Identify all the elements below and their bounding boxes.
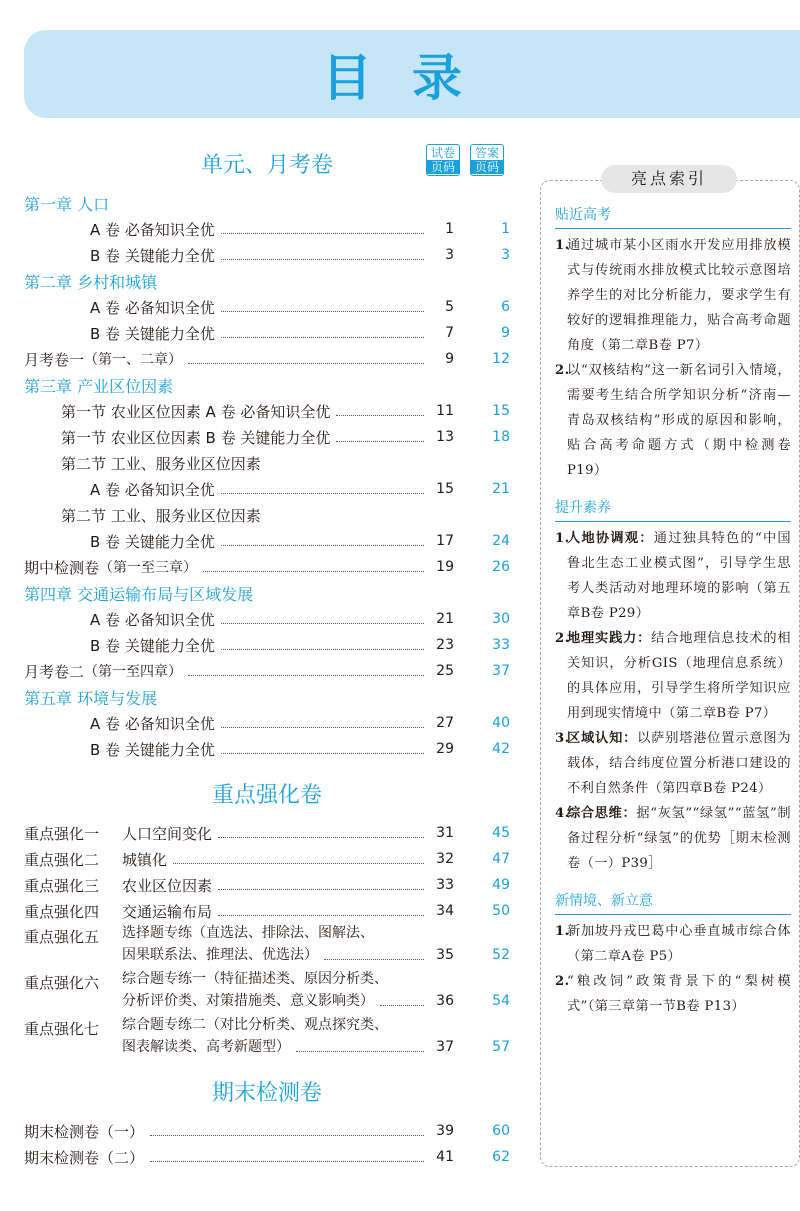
entry-title: B 卷 关键能力全优 — [90, 532, 215, 551]
toc-entry — [24, 476, 510, 502]
highlight-item-tag: 人地协调观： — [567, 531, 654, 546]
toc-entry — [24, 398, 510, 424]
highlight-item-text: 以“双核结构”这一新名词引入情境，需要考生结合所学知识分析“济南—青岛双核结构”形成的原因和影响，贴合高考命题方式（期中检测卷 P19） — [567, 363, 791, 478]
unit-section-header — [24, 140, 510, 190]
entry-title: 第一节 农业区位因素 A 卷 必备知识全优 — [61, 402, 331, 421]
highlight-section-title: 贴近高考 — [555, 207, 611, 223]
leader-dots — [324, 959, 424, 960]
toc-entry — [24, 320, 510, 346]
section-title: 第二节 工业、服务业区位因素 — [61, 454, 261, 473]
test-page-number: 37 — [436, 1039, 454, 1055]
highlight-item-text: “粮改饲”政策背景下的“梨树模式”（第三章第一节B卷 P13） — [567, 974, 791, 1014]
toc-entry — [24, 632, 510, 658]
leader-dots — [188, 675, 424, 676]
leader-dots — [336, 415, 424, 416]
focus-entry — [24, 846, 510, 872]
final-list — [24, 1118, 510, 1170]
highlight-section-title: 提升素养 — [555, 500, 611, 516]
highlight-item — [555, 919, 791, 969]
leader-dots — [221, 623, 424, 624]
leader-dots — [221, 311, 424, 312]
highlight-item-text: 通过城市某小区雨水开发应用排放模式与传统雨水排放模式比较示意图培养学生的对比分析能力，要求学生有较好的逻辑推理能力，贴合高考命题角度（第二章B卷 P7） — [567, 238, 791, 353]
section-heading — [24, 502, 510, 528]
toc-entry — [24, 658, 510, 684]
chapter-heading — [24, 684, 510, 710]
header-band — [24, 30, 800, 118]
entry-title: B 卷 关键能力全优 — [90, 324, 215, 343]
column-badges — [426, 144, 504, 176]
answer-page-number: 57 — [492, 1039, 510, 1055]
entry-title: B 卷 关键能力全优 — [90, 740, 215, 759]
highlight-section — [555, 890, 791, 1019]
answer-page-number: 62 — [492, 1149, 510, 1165]
answer-page-number: 33 — [492, 637, 510, 653]
answer-page-number: 37 — [492, 663, 510, 679]
table-of-contents — [24, 140, 510, 1170]
focus-title: 人口空间变化 — [122, 824, 213, 843]
answer-page-number: 3 — [501, 247, 510, 263]
focus-title-last-line — [122, 1036, 510, 1058]
answer-page-number: 1 — [501, 221, 510, 237]
test-page-badge: 试卷 页码 — [426, 144, 460, 176]
highlight-item — [555, 801, 791, 876]
test-page-number: 19 — [436, 559, 454, 575]
answer-page-number: 49 — [492, 877, 510, 893]
highlight-item-number: 1. — [555, 924, 570, 939]
highlight-section — [555, 204, 791, 483]
focus-title-line: 因果联系法、推理法、优选法） — [122, 947, 318, 963]
entry-subtitle: （第一至三章） — [99, 560, 198, 576]
highlight-item-number: 2. — [555, 363, 570, 378]
test-page-number: 21 — [436, 611, 454, 627]
focus-title-last-line — [122, 944, 510, 966]
section-title-focus: 重点强化卷 — [211, 783, 322, 808]
entry-title: B 卷 关键能力全优 — [90, 246, 215, 265]
answer-page-number: 50 — [492, 903, 510, 919]
entry-title: A 卷 必备知识全优 — [90, 610, 215, 629]
highlight-item-number: 2. — [555, 974, 570, 989]
leader-dots — [221, 233, 424, 234]
highlight-item-text: 通过独具特色的“中国鲁北生态工业模式图”，引导学生思考人类活动对地理环境的影响（第五章B卷 P29） — [567, 531, 791, 621]
chapter-heading — [24, 190, 510, 216]
answer-page-number: 47 — [492, 851, 510, 867]
chapter-title: 第二章 乡村和城镇 — [24, 272, 158, 292]
leader-dots — [221, 727, 424, 728]
entry-title: 月考卷一 — [24, 350, 85, 369]
test-page-number: 17 — [436, 533, 454, 549]
highlight-section — [555, 497, 791, 876]
toc-entry — [24, 528, 510, 554]
highlight-section-rule — [555, 521, 791, 522]
highlight-item-number: 3. — [555, 731, 570, 746]
leader-dots — [218, 837, 424, 838]
focus-list — [24, 820, 510, 1062]
focus-title: 城镇化 — [122, 850, 168, 869]
test-page-number: 41 — [436, 1149, 454, 1165]
test-page-number: 25 — [436, 663, 454, 679]
toc-entry — [24, 606, 510, 632]
entry-title: A 卷 必备知识全优 — [90, 714, 215, 733]
answer-page-number: 24 — [492, 533, 510, 549]
chapter-heading — [24, 372, 510, 398]
focus-title-last-line — [122, 990, 510, 1012]
focus-entry — [24, 924, 510, 970]
test-page-number: 29 — [436, 741, 454, 757]
leader-dots — [188, 363, 424, 364]
leader-dots — [221, 753, 424, 754]
answer-page-number: 26 — [492, 559, 510, 575]
toc-entry — [24, 294, 510, 320]
focus-title-block — [122, 1014, 510, 1058]
answer-page-badge: 答案 页码 — [470, 144, 504, 176]
focus-title-line: 分析评价类、对策措施类、意义影响类） — [122, 993, 374, 1009]
test-page-number: 3 — [445, 247, 454, 263]
answer-page-number: 9 — [501, 325, 510, 341]
answer-page-number: 30 — [492, 611, 510, 627]
highlight-item-text: 新加坡丹戎巴葛中心垂直城市综合体（第二章A卷 P5） — [567, 924, 791, 964]
highlight-item-number: 1. — [555, 238, 570, 253]
test-page-number: 34 — [436, 903, 454, 919]
page-title: 目录 — [322, 49, 502, 107]
focus-entry — [24, 872, 510, 898]
highlight-item — [555, 626, 791, 726]
toc-entry — [24, 242, 510, 268]
test-page-number: 33 — [436, 877, 454, 893]
focus-section-header — [24, 770, 510, 820]
highlight-item — [555, 726, 791, 801]
test-page-number: 27 — [436, 715, 454, 731]
highlight-item — [555, 233, 791, 358]
chapter-title: 第三章 产业区位因素 — [24, 376, 174, 396]
highlight-section-title: 新情境、新立意 — [555, 893, 653, 909]
leader-dots — [221, 545, 424, 546]
highlight-section-rule — [555, 914, 791, 915]
entry-title: A 卷 必备知识全优 — [90, 298, 215, 317]
chapter-heading — [24, 580, 510, 606]
answer-page-number: 52 — [492, 947, 510, 963]
chapter-title: 第五章 环境与发展 — [24, 688, 158, 708]
final-entry — [24, 1118, 510, 1144]
focus-label: 重点强化一 — [24, 824, 100, 843]
toc-entry — [24, 424, 510, 450]
entry-title: A 卷 必备知识全优 — [90, 220, 215, 239]
leader-dots — [173, 863, 424, 864]
focus-title-block — [122, 922, 510, 966]
focus-label: 重点强化七 — [24, 1020, 100, 1038]
test-page-number: 15 — [436, 481, 454, 497]
focus-label: 重点强化二 — [24, 850, 100, 869]
final-entry — [24, 1144, 510, 1170]
test-page-number: 11 — [436, 403, 454, 419]
test-page-number: 32 — [436, 851, 454, 867]
leader-dots — [296, 1051, 424, 1052]
test-page-number: 39 — [436, 1123, 454, 1139]
answer-page-number: 60 — [492, 1123, 510, 1139]
section-title-final: 期末检测卷 — [211, 1081, 322, 1106]
answer-page-number: 54 — [492, 993, 510, 1009]
focus-title-line: 图表解读类、高考新题型） — [122, 1039, 290, 1055]
entry-title: B 卷 关键能力全优 — [90, 636, 215, 655]
test-page-number: 35 — [436, 947, 454, 963]
test-page-number: 7 — [445, 325, 454, 341]
entry-subtitle: （第一、二章） — [84, 352, 183, 368]
test-page-number: 9 — [445, 351, 454, 367]
focus-label: 重点强化六 — [24, 974, 100, 992]
highlight-item-text: 以萨别塔港位置示意图为载体，结合纬度位置分析港口建设的不利自然条件（第四章B卷 P24） — [567, 731, 791, 796]
leader-dots — [150, 1161, 424, 1162]
test-page-number: 36 — [436, 993, 454, 1009]
test-page-number: 13 — [436, 429, 454, 445]
entry-subtitle: （第一至四章） — [84, 664, 183, 680]
focus-title-block — [122, 968, 510, 1012]
leader-dots — [380, 1005, 424, 1006]
answer-page-number: 15 — [492, 403, 510, 419]
focus-entry — [24, 970, 510, 1016]
highlight-item — [555, 358, 791, 483]
entry-title: 第一节 农业区位因素 B 卷 关键能力全优 — [61, 428, 331, 447]
test-page-number: 5 — [445, 299, 454, 315]
focus-entry — [24, 898, 510, 924]
highlight-item-tag: 综合思维： — [567, 806, 637, 821]
leader-dots — [218, 889, 424, 890]
chapter-title: 第一章 人口 — [24, 194, 110, 214]
section-title: 第二节 工业、服务业区位因素 — [61, 506, 261, 525]
focus-label: 重点强化四 — [24, 902, 100, 921]
answer-page-number: 45 — [492, 825, 510, 841]
toc-entry — [24, 736, 510, 762]
highlight-item-text: 结合地理信息技术的相关知识，分析GIS（地理信息系统）的具体应用，引导学生将所学知识应用到现实情境中（第二章B卷 P7） — [567, 631, 792, 721]
highlight-item — [555, 969, 791, 1019]
highlight-item-number: 1. — [555, 531, 570, 546]
focus-entry — [24, 820, 510, 846]
focus-title: 农业区位因素 — [122, 876, 213, 895]
answer-page-number: 6 — [501, 299, 510, 315]
focus-title: 交通运输布局 — [122, 902, 213, 921]
highlight-item — [555, 526, 791, 626]
toc-entry — [24, 554, 510, 580]
answer-page-number: 40 — [492, 715, 510, 731]
focus-title-line: 综合题专练一（特征描述类、原因分析类、 — [122, 971, 388, 987]
toc-entry — [24, 710, 510, 736]
leader-dots — [221, 337, 424, 338]
highlights-title: 亮点索引 — [601, 165, 737, 193]
highlight-section-rule — [555, 228, 791, 229]
answer-page-number: 18 — [492, 429, 510, 445]
test-page-number: 23 — [436, 637, 454, 653]
final-section-header — [24, 1068, 510, 1118]
final-title: 期末检测卷（二） — [24, 1148, 145, 1167]
answer-page-number: 12 — [492, 351, 510, 367]
highlight-item-tag: 区域认知： — [567, 731, 638, 746]
leader-dots — [150, 1135, 424, 1136]
focus-title-line: 选择题专练（直选法、排除法、图解法、 — [122, 925, 374, 941]
entry-title: 月考卷二 — [24, 662, 85, 681]
leader-dots — [203, 571, 424, 572]
highlights-content — [555, 204, 791, 1033]
section-heading — [24, 450, 510, 476]
leader-dots — [221, 493, 424, 494]
toc-entry — [24, 346, 510, 372]
entry-title: 期中检测卷 — [24, 558, 100, 577]
focus-label: 重点强化三 — [24, 876, 100, 895]
leader-dots — [221, 649, 424, 650]
highlight-item-text: 据“灰氢”“绿氢”“蓝氢”制备过程分析“绿氢”的优势［期末检测卷（一）P39］ — [567, 806, 791, 871]
unit-list — [24, 190, 510, 762]
answer-page-number: 21 — [492, 481, 510, 497]
chapter-title: 第四章 交通运输布局与区域发展 — [24, 584, 254, 604]
test-page-number: 31 — [436, 825, 454, 841]
answer-page-number: 42 — [492, 741, 510, 757]
entry-title: A 卷 必备知识全优 — [90, 480, 215, 499]
highlight-item-number: 2. — [555, 631, 570, 646]
leader-dots — [221, 259, 424, 260]
leader-dots — [218, 915, 424, 916]
highlight-item-tag: 地理实践力： — [567, 631, 652, 646]
focus-entry — [24, 1016, 510, 1062]
highlight-item-number: 4. — [555, 806, 570, 821]
section-title-unit: 单元、月考卷 — [200, 153, 333, 178]
focus-title-line: 综合题专练二（对比分析类、观点探究类、 — [122, 1017, 388, 1033]
chapter-heading — [24, 268, 510, 294]
final-title: 期末检测卷（一） — [24, 1122, 145, 1141]
focus-label: 重点强化五 — [24, 928, 100, 946]
toc-entry — [24, 216, 510, 242]
leader-dots — [336, 441, 424, 442]
test-page-number: 1 — [445, 221, 454, 237]
